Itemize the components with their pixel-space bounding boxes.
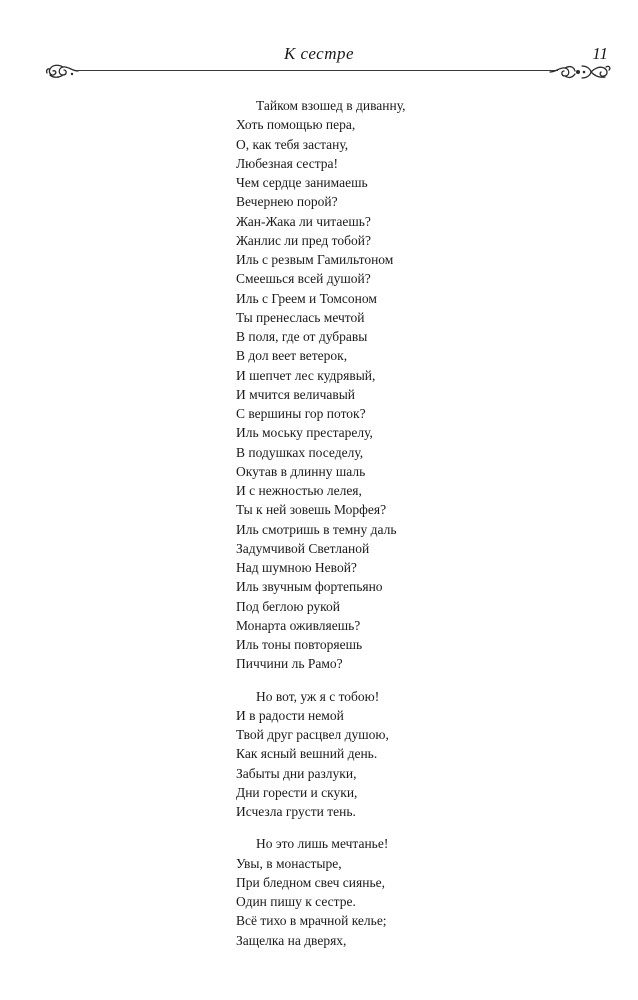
stanza	[236, 96, 616, 674]
poem-line: Любезная сестра!	[236, 155, 339, 171]
poem-line: Вечернею порой?	[236, 194, 338, 210]
poem-line: Ты пренеслась мечтой	[236, 309, 365, 325]
poem-line: Иль смотришь в темну даль	[236, 521, 397, 537]
poem-line: Хоть помощью пера,	[236, 117, 356, 133]
poem-line: Забыты дни разлуки,	[236, 765, 357, 781]
poem-line: И с нежностью лелея,	[236, 483, 362, 498]
poem-line: Иль с резвым Гамильтоном	[236, 252, 394, 267]
poem-line: Жан-Жака ли читаешь?	[236, 213, 371, 229]
poem-line: В подушках поседелу,	[236, 444, 364, 460]
scroll-ornament-icon	[44, 62, 80, 80]
poem-line: Защелка на дверях,	[236, 932, 347, 948]
header-rule	[76, 70, 558, 71]
poem-line: О, как тебя застану,	[236, 136, 349, 152]
poem-line: Как ясный вешний день.	[236, 746, 378, 762]
poem-line: Исчезла грусти тень.	[236, 804, 356, 819]
running-head	[0, 44, 638, 70]
poem-line: В дол веет ветерок,	[236, 348, 348, 364]
poem-line: Но это лишь мечтанье!	[256, 836, 389, 852]
poem-line: С вершины гор поток?	[236, 406, 366, 421]
poem-line: Твой друг расцвел душою,	[236, 727, 389, 742]
stanza	[236, 687, 616, 822]
poem-line: Дни горести и скуки,	[236, 784, 358, 800]
poem-line: Чем сердце занимаешь	[236, 175, 368, 190]
poem-line: Пиччини ль Рамо?	[236, 656, 343, 672]
poem-line: И в радости немой	[236, 707, 344, 723]
poem-line: Монарта оживляешь?	[236, 617, 361, 633]
page-title: К сестре	[283, 44, 355, 63]
poem-line: И шепчет лес кудрявый,	[236, 367, 376, 383]
poem-line: Иль моську престарелу,	[236, 425, 373, 441]
poem-line: Иль с Греем и Томсоном	[236, 290, 377, 306]
poem-line: Задумчивой Светланой	[236, 540, 370, 556]
poem-text	[236, 96, 616, 963]
poem-line: Всё тихо в мрачной келье;	[236, 913, 387, 929]
poem-line: Но вот, уж я с тобою!	[256, 688, 380, 704]
scroll-ornament-icon	[548, 62, 612, 82]
poem-line: Тайком взошед в диванну,	[256, 98, 406, 113]
poem-line: И мчится величавый	[236, 386, 356, 402]
poem-line: Ты к ней зовешь Морфея?	[236, 502, 387, 518]
poem-line: Жанлис ли пред тобой?	[236, 232, 371, 248]
poem-line: При бледном свеч сиянье,	[236, 874, 385, 890]
poem-line: Иль звучным фортепьяно	[236, 579, 383, 595]
poem-line: Иль тоны повторяешь	[236, 637, 363, 652]
page-number: 11	[592, 44, 608, 63]
poem-line: Над шумною Невой?	[236, 560, 357, 575]
poem-line: Под беглою рукой	[236, 598, 341, 614]
poem-line: Окутав в длинну шаль	[236, 463, 366, 479]
poem-line: Один пишу к сестре.	[236, 894, 356, 909]
stanza	[236, 834, 616, 950]
poem-line: Смеешься всей душой?	[236, 271, 371, 287]
poem-line: Увы, в монастыре,	[236, 855, 342, 871]
poem-line: В поля, где от дубравы	[236, 329, 368, 344]
